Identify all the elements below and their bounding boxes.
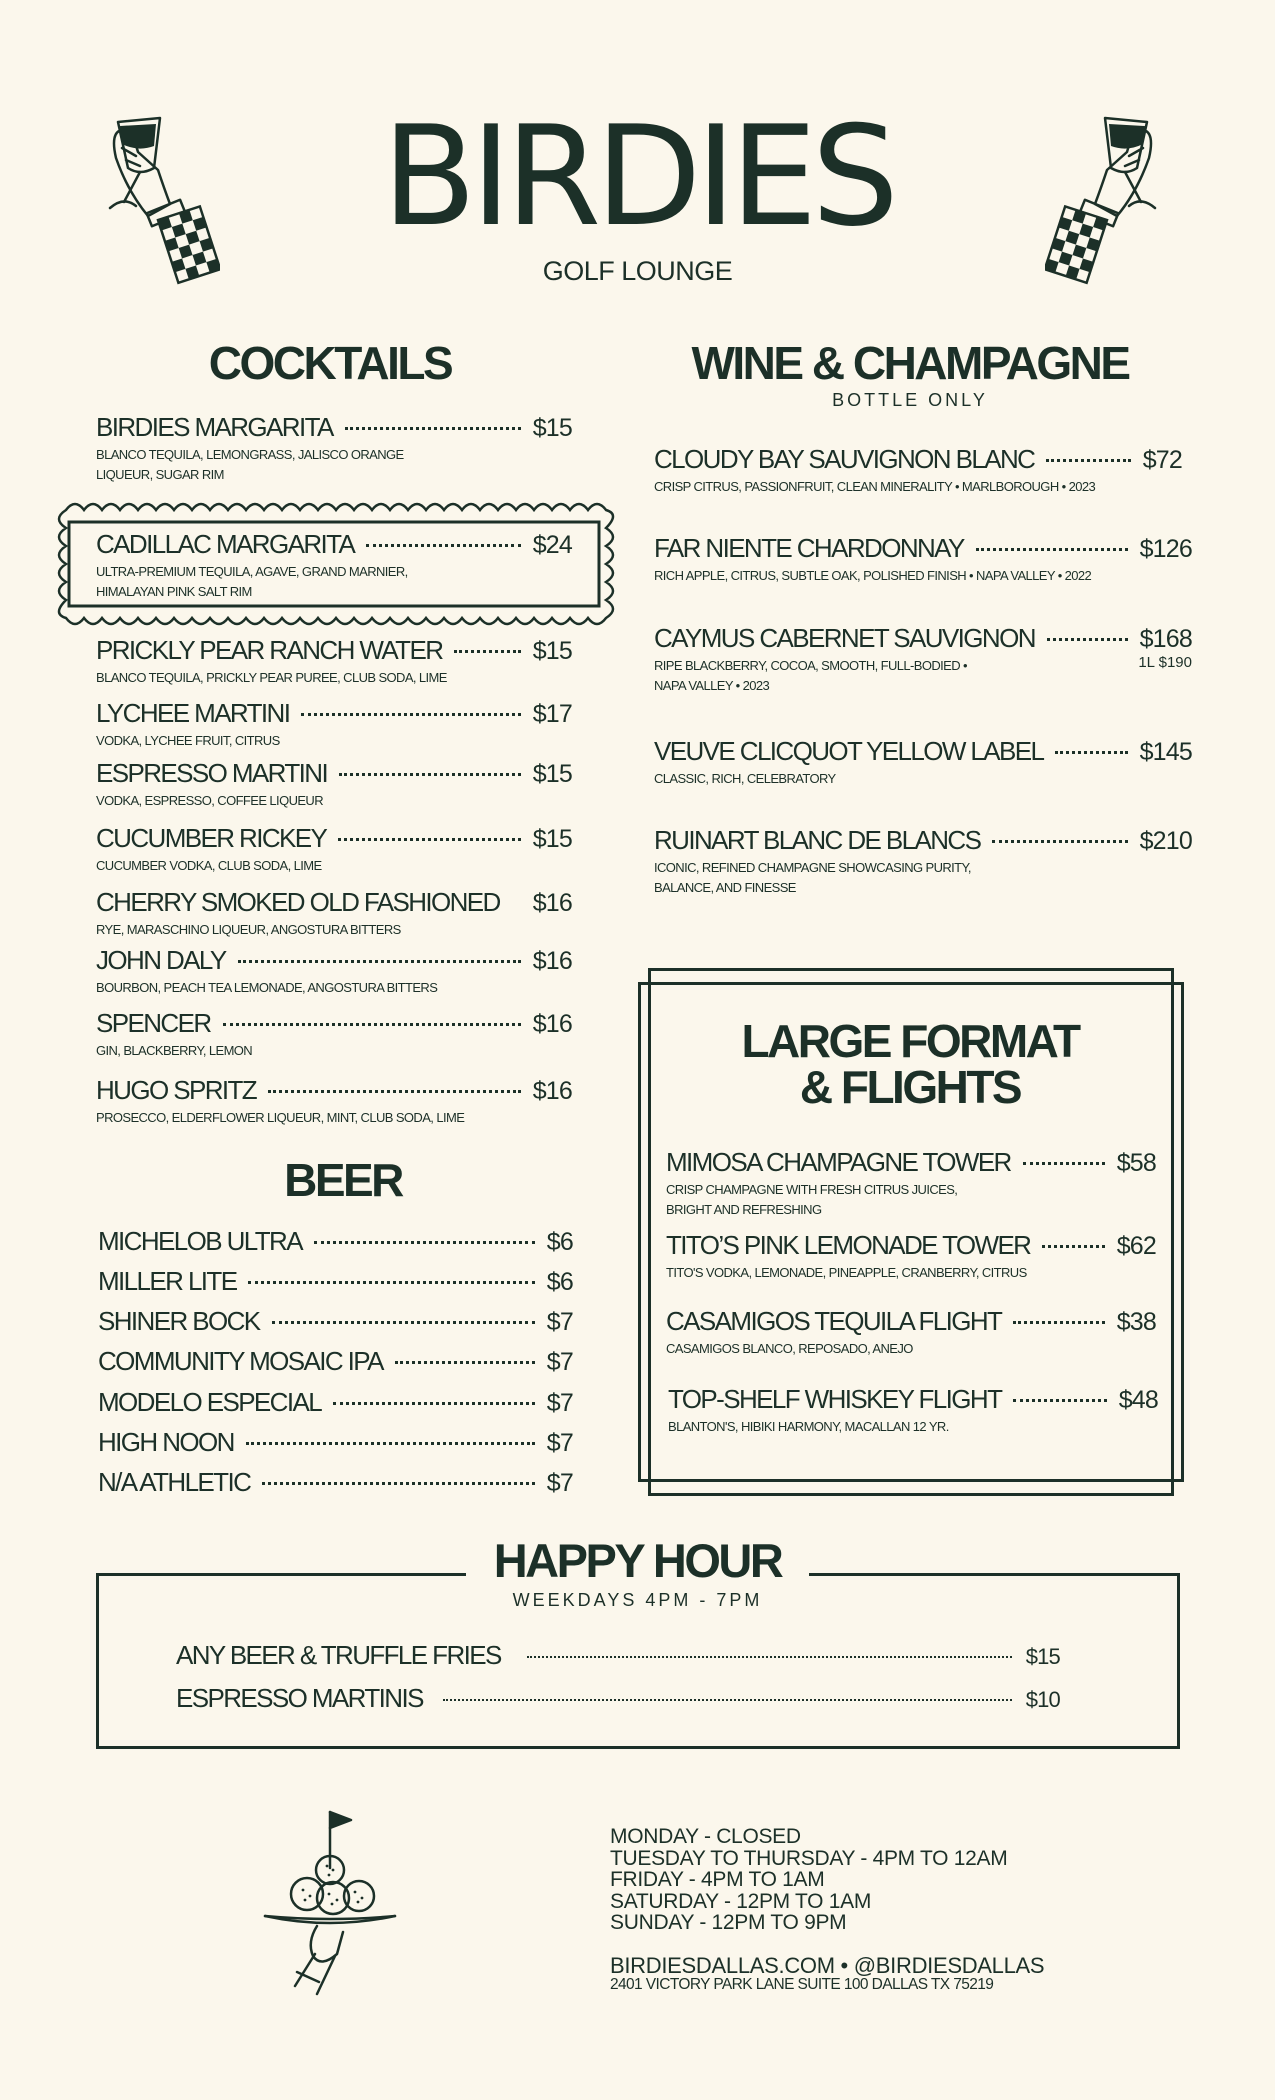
leader-dots	[338, 838, 520, 841]
item-price: $6	[546, 1228, 573, 1256]
item-desc: CASAMIGOS BLANCO, REPOSADO, ANEJO	[666, 1341, 913, 1356]
website-social[interactable]: BIRDIESDALLAS.COM • @BIRDIESDALLAS	[610, 1953, 1045, 1978]
leader-dots	[1013, 1399, 1106, 1402]
item-price: $7	[546, 1348, 573, 1376]
item-desc: ULTRA-PREMIUM TEQUILA, AGAVE, GRAND MARNIER, HIMALAYAN PINK SALT RIM	[96, 564, 408, 599]
item-price: $7	[546, 1308, 573, 1336]
item-name: CUCUMBER RICKEY	[96, 823, 327, 853]
item-desc: BLANCO TEQUILA, LEMONGRASS, JALISCO ORANGE LIQUEUR, SUGAR RIM	[96, 447, 404, 482]
item-name: RUINART BLANC DE BLANCS	[654, 825, 981, 855]
item-price: $145	[1139, 738, 1192, 766]
beer-item	[98, 1427, 573, 1458]
leader-dots	[248, 1281, 534, 1284]
beer-item	[98, 1306, 573, 1337]
happy-hour-subheading: WEEKDAYS 4PM - 7PM	[512, 1590, 763, 1610]
item-desc: CUCUMBER VODKA, CLUB SODA, LIME	[96, 858, 322, 873]
beer-item	[98, 1226, 573, 1257]
wine-item-ruinart	[654, 825, 1192, 897]
leader-dots	[223, 1023, 521, 1026]
item-price: $15	[532, 414, 572, 442]
item-name: N/A ATHLETIC	[98, 1467, 251, 1497]
item-price: $72	[1142, 446, 1182, 474]
item-desc: VODKA, LYCHEE FRUIT, CITRUS	[96, 733, 280, 748]
beer-item	[98, 1346, 573, 1377]
item-desc: RYE, MARASCHINO LIQUEUR, ANGOSTURA BITTERS	[96, 922, 401, 937]
item-name: HIGH NOON	[98, 1427, 234, 1457]
leader-dots	[976, 548, 1128, 551]
item-price: $58	[1116, 1149, 1156, 1177]
item-name: MODELO ESPECIAL	[98, 1387, 322, 1417]
menu-item-birdies-margarita	[96, 412, 572, 484]
leader-dots	[246, 1442, 535, 1445]
menu-item-cadillac-margarita	[96, 529, 572, 601]
item-desc: CLASSIC, RICH, CELEBRATORY	[654, 771, 836, 786]
wine-item-caymus	[654, 623, 1192, 695]
beer-heading: BEER	[284, 1154, 402, 1206]
item-name: ANY BEER & TRUFFLE FRIES	[176, 1640, 501, 1670]
menu-item-cucumber-rickey	[96, 823, 572, 876]
item-name: ESPRESSO MARTINI	[96, 758, 328, 788]
menu-item-espresso-martini	[96, 758, 572, 811]
item-name: SHINER BOCK	[98, 1306, 260, 1336]
large-item-casamigos-flight	[666, 1306, 1156, 1359]
leader-dots	[1023, 1162, 1105, 1165]
item-name: BIRDIES MARGARITA	[96, 412, 333, 442]
leader-dots	[1042, 1245, 1104, 1248]
item-name: HUGO SPRITZ	[96, 1075, 257, 1105]
item-name: CLOUDY BAY SAUVIGNON BLANC	[654, 444, 1035, 474]
item-price: $38	[1116, 1308, 1156, 1336]
menu-item-prickly-pear	[96, 635, 572, 688]
leader-dots	[1046, 459, 1130, 462]
brand-title: BIRDIES	[381, 96, 893, 257]
wine-item-far-niente	[654, 533, 1192, 586]
item-price: $16	[532, 1010, 572, 1038]
hours-line: SATURDAY - 12PM TO 1AM	[610, 1889, 872, 1913]
item-price: $6	[546, 1268, 573, 1296]
item-desc: RICH APPLE, CITRUS, SUBTLE OAK, POLISHED FINISH • NAPA VALLEY • 2022	[654, 568, 1092, 583]
item-name: CAYMUS CABERNET SAUVIGNON	[654, 623, 1035, 653]
menu-item-john-daly	[96, 945, 572, 998]
item-name: FAR NIENTE CHARDONNAY	[654, 533, 964, 563]
leader-dots	[527, 1656, 1012, 1658]
hand-glass-right-icon	[1045, 112, 1165, 292]
item-name: CASAMIGOS TEQUILA FLIGHT	[666, 1306, 1002, 1336]
large-item-whiskey-flight	[668, 1384, 1158, 1437]
item-price: $168	[1139, 625, 1192, 653]
opening-hours	[610, 1826, 1007, 1934]
item-desc: BOURBON, PEACH TEA LEMONADE, ANGOSTURA BITTERS	[96, 980, 438, 995]
hand-glass-left-icon	[100, 112, 220, 292]
item-desc: BLANTON'S, HIBIKI HARMONY, MACALLAN 12 YR.	[668, 1419, 949, 1434]
leader-dots	[1047, 638, 1128, 641]
item-name: MIMOSA CHAMPAGNE TOWER	[666, 1147, 1011, 1177]
item-price: $10	[1025, 1687, 1060, 1712]
item-desc: BLANCO TEQUILA, PRICKLY PEAR PUREE, CLUB SODA, LIME	[96, 670, 447, 685]
item-price: $7	[546, 1429, 573, 1457]
item-desc: TITO'S VODKA, LEMONADE, PINEAPPLE, CRANBERRY, CITRUS	[666, 1265, 1027, 1280]
leader-dots	[339, 773, 521, 776]
item-name: CHERRY SMOKED OLD FASHIONED	[96, 887, 500, 917]
item-name: TOP-SHELF WHISKEY FLIGHT	[668, 1384, 1002, 1414]
leader-dots	[366, 544, 520, 547]
hours-line: FRIDAY - 4PM TO 1AM	[610, 1868, 825, 1891]
item-name: MILLER LITE	[98, 1266, 237, 1296]
leader-dots	[1013, 1321, 1104, 1324]
item-price: $16	[532, 947, 572, 975]
beer-item	[98, 1266, 573, 1297]
item-name: LYCHEE MARTINI	[96, 698, 290, 728]
hours-line: TUESDAY TO THURSDAY - 4PM TO 12AM	[610, 1846, 1008, 1870]
item-price: $17	[532, 700, 572, 728]
item-price: $15	[532, 760, 572, 788]
large-format-heading-line2: & FLIGHTS	[799, 1061, 1021, 1113]
leader-dots	[345, 427, 521, 430]
leader-dots	[395, 1361, 535, 1364]
hours-line: MONDAY - CLOSED	[610, 1825, 801, 1848]
large-format-heading-line1: LARGE FORMAT	[741, 1015, 1079, 1067]
item-price: $15	[1025, 1644, 1060, 1669]
item-price: $15	[532, 825, 572, 853]
address: 2401 VICTORY PARK LANE SUITE 100 DALLAS TX 75219	[610, 1976, 994, 1993]
leader-dots	[1055, 751, 1127, 754]
item-desc: PROSECCO, ELDERFLOWER LIQUEUR, MINT, CLUB SODA, LIME	[96, 1110, 465, 1125]
wine-heading: WINE & CHAMPAGNE	[691, 337, 1129, 389]
leader-dots	[272, 1321, 535, 1324]
beer-item	[98, 1387, 573, 1418]
leader-dots	[268, 1090, 521, 1093]
hours-line: SUNDAY - 12PM TO 9PM	[610, 1911, 847, 1934]
wine-item-veuve-clicquot	[654, 736, 1192, 789]
leader-dots	[333, 1402, 535, 1405]
leader-dots	[314, 1241, 535, 1244]
cocktails-heading: COCKTAILS	[208, 337, 452, 389]
leader-dots	[454, 650, 520, 653]
item-name: VEUVE CLICQUOT YELLOW LABEL	[654, 736, 1044, 766]
menu-item-cherry-old-fashioned	[96, 887, 572, 940]
beer-item	[98, 1467, 573, 1498]
leader-dots	[262, 1482, 535, 1485]
item-desc: ICONIC, REFINED CHAMPAGNE SHOWCASING PURITY, BALANCE, AND FINESSE	[654, 860, 971, 895]
happy-hour-item-beer-fries	[176, 1640, 1060, 1671]
item-desc: GIN, BLACKBERRY, LEMON	[96, 1043, 253, 1058]
item-price: $7	[546, 1469, 573, 1497]
item-name: ESPRESSO MARTINIS	[176, 1683, 423, 1713]
leader-dots	[238, 960, 521, 963]
item-extra-price: 1L $190	[1138, 654, 1192, 671]
wine-subheading: BOTTLE ONLY	[832, 390, 988, 410]
item-price: $16	[532, 1077, 572, 1105]
item-name: PRICKLY PEAR RANCH WATER	[96, 635, 443, 665]
large-format-heading	[660, 1015, 1160, 1113]
item-name: TITO’S PINK LEMONADE TOWER	[666, 1230, 1031, 1260]
item-name: CADILLAC MARGARITA	[96, 529, 355, 559]
item-price: $210	[1139, 827, 1192, 855]
item-price: $15	[532, 637, 572, 665]
menu-item-hugo-spritz	[96, 1075, 572, 1128]
item-name: MICHELOB ULTRA	[98, 1226, 302, 1256]
menu-item-lychee-martini	[96, 698, 572, 751]
item-price: $62	[1116, 1232, 1156, 1260]
happy-hour-item-espresso-martinis	[176, 1683, 1060, 1714]
item-desc: CRISP CITRUS, PASSIONFRUIT, CLEAN MINERALITY • MARLBOROUGH • 2023	[654, 479, 1096, 494]
item-name: SPENCER	[96, 1008, 211, 1038]
leader-dots	[992, 840, 1127, 843]
item-price: $24	[532, 531, 572, 559]
item-desc: RIPE BLACKBERRY, COCOA, SMOOTH, FULL-BODIED • NAPA VALLEY • 2023	[654, 658, 967, 693]
happy-hour-heading: HAPPY HOUR	[493, 1534, 782, 1587]
menu-item-spencer	[96, 1008, 572, 1061]
item-desc: CRISP CHAMPAGNE WITH FRESH CITRUS JUICES, BRIGHT AND REFRESHING	[666, 1182, 958, 1217]
brand-subtitle: GOLF LOUNGE	[542, 256, 733, 286]
large-item-titos-tower	[666, 1230, 1156, 1283]
item-price: $16	[532, 889, 572, 917]
wine-item-cloudy-bay	[654, 444, 1182, 497]
item-desc: VODKA, ESPRESSO, COFFEE LIQUEUR	[96, 793, 324, 808]
item-price: $7	[546, 1389, 573, 1417]
leader-dots	[301, 713, 520, 716]
item-name: JOHN DALY	[96, 945, 226, 975]
leader-dots	[443, 1699, 1012, 1701]
item-name: COMMUNITY MOSAIC IPA	[98, 1346, 383, 1376]
item-price: $126	[1139, 535, 1192, 563]
large-item-mimosa-tower	[666, 1147, 1156, 1219]
golf-ball-tray-icon	[255, 1804, 405, 2004]
item-price: $48	[1118, 1386, 1158, 1414]
